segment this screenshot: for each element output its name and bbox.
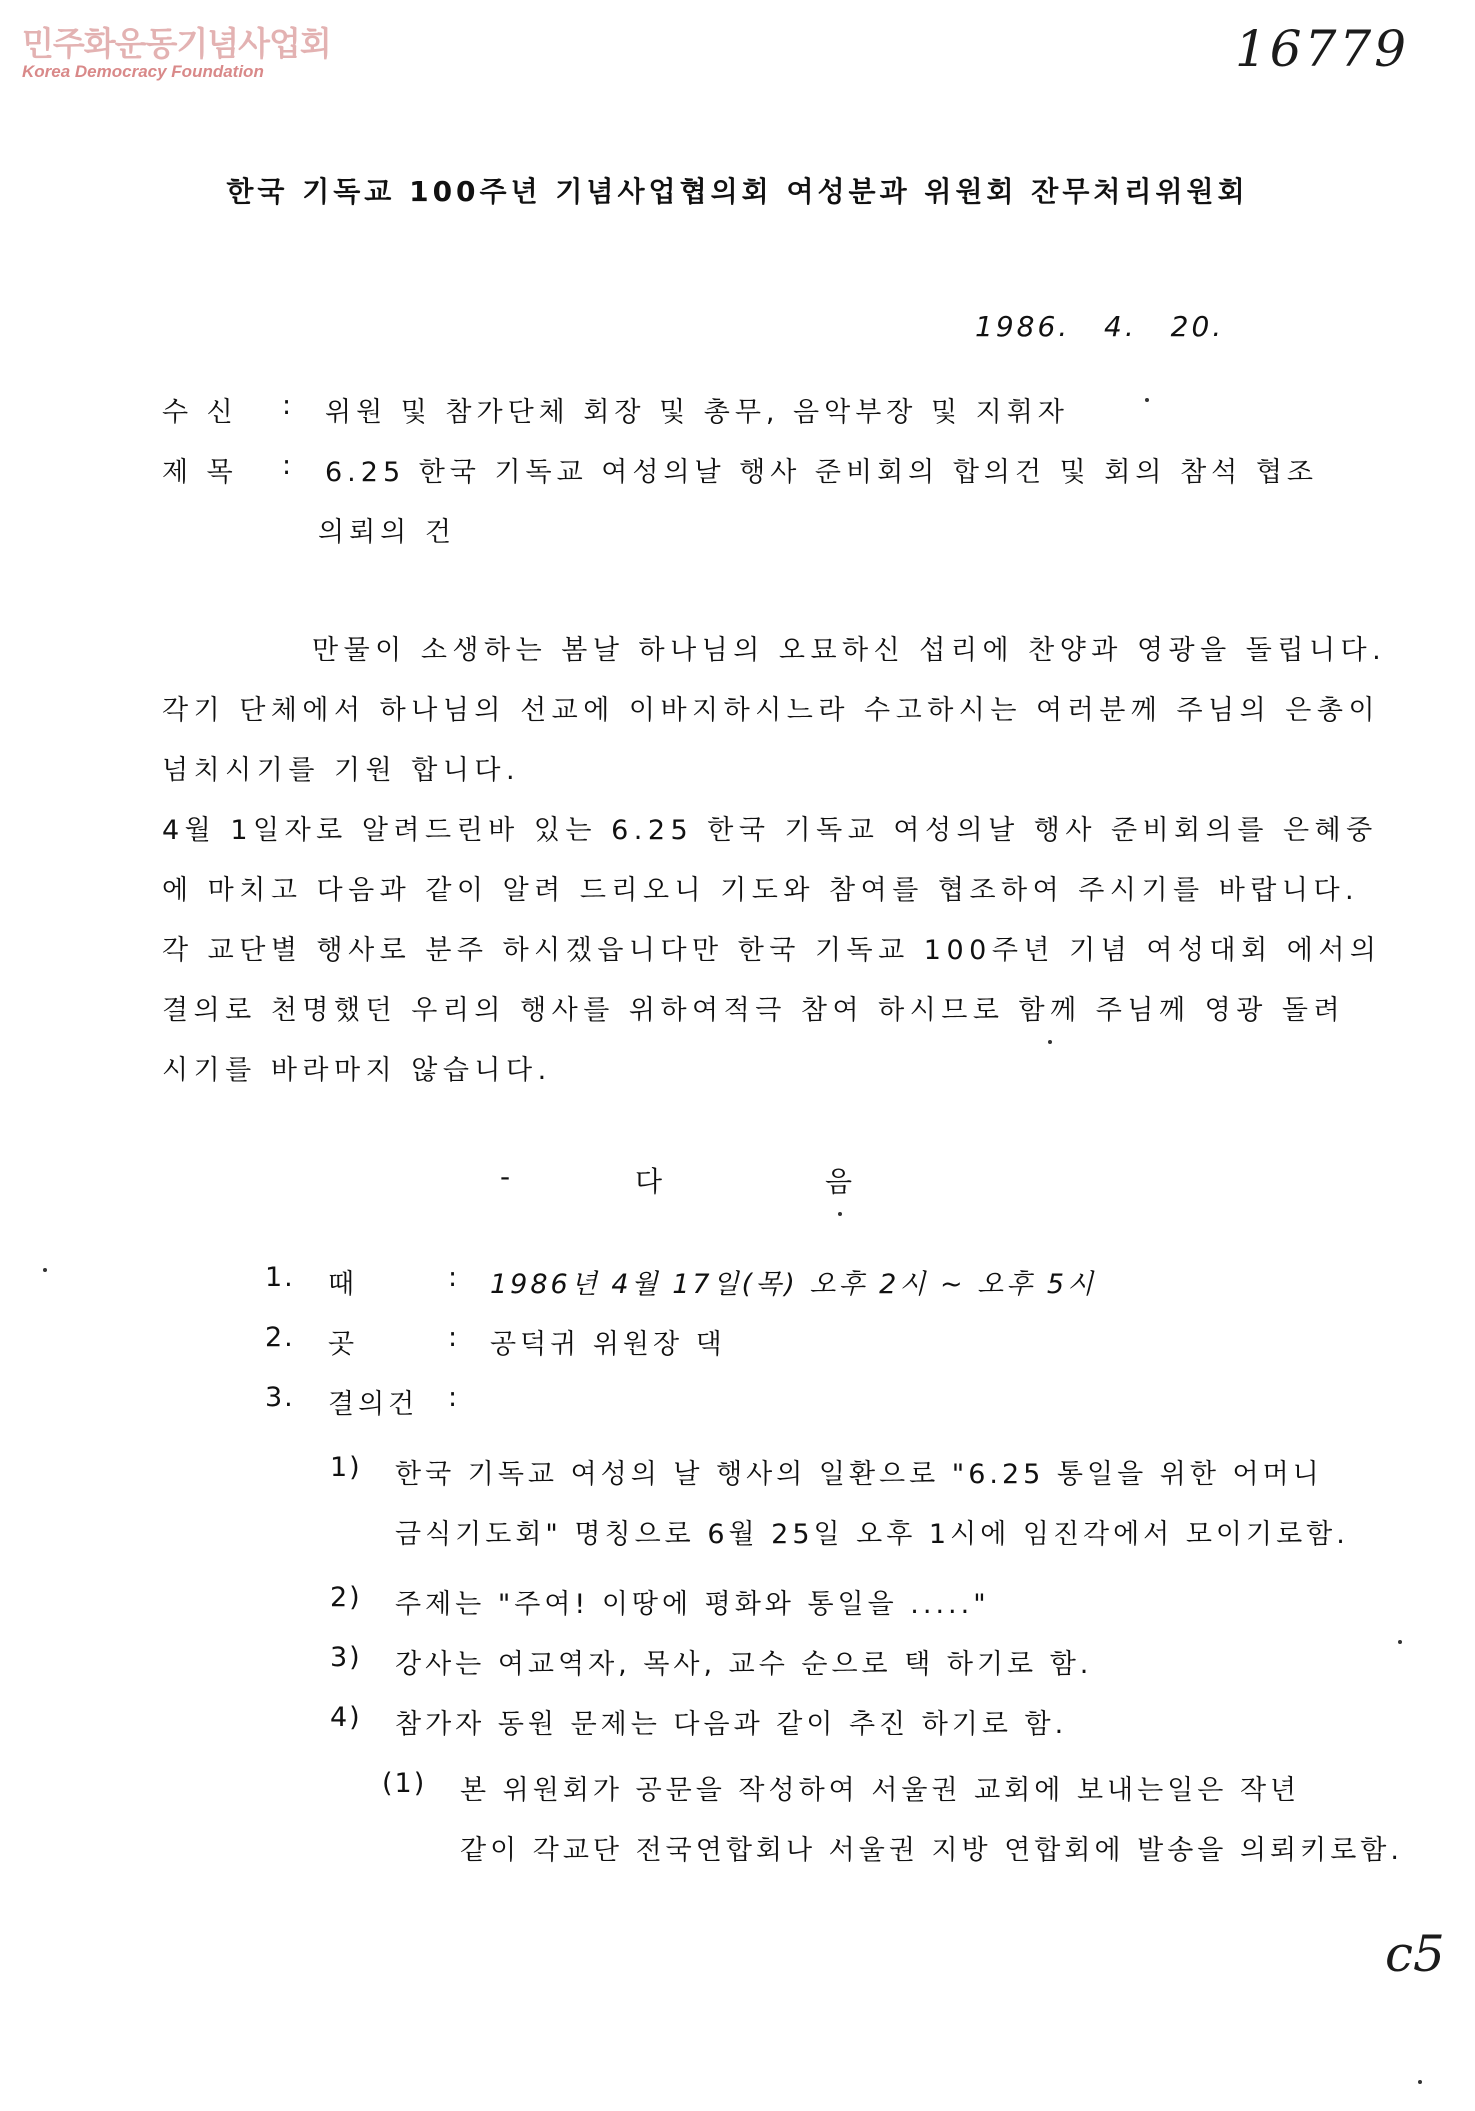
resolution-line: 주제는 "주여! 이땅에 평화와 통일을 ....." xyxy=(395,1589,990,1620)
scan-speck xyxy=(43,1268,47,1272)
next-title-dash: - xyxy=(500,1160,511,1193)
resolution-number: 1) xyxy=(330,1452,362,1483)
recipient-value: 위원 및 참가단체 회장 및 총무, 음악부장 및 지휘자 xyxy=(325,397,1069,428)
item-colon: : xyxy=(448,1322,462,1353)
item-number: 3. xyxy=(265,1382,295,1413)
body-line: 만물이 소생하는 봄날 하나님의 오묘하신 섭리에 찬양과 영광을 돌립니다. xyxy=(312,635,1387,666)
item-number: 1. xyxy=(265,1262,295,1293)
item-value: 공덕귀 위원장 댁 xyxy=(490,1329,726,1360)
item-value: 1986년 4월 17일(목) 오후 2시 ~ 오후 5시 xyxy=(490,1269,1097,1300)
scan-speck xyxy=(1048,1040,1052,1044)
recipient-colon: : xyxy=(282,390,297,421)
body-line: 에 마치고 다음과 같이 알려 드리오니 기도와 참여를 협조하여 주시기를 바랍니다. xyxy=(162,875,1360,906)
resolution-line: 금식기도회" 명칭으로 6월 25일 오후 1시에 임진각에서 모이기로함. xyxy=(395,1519,1349,1550)
resolution-line: 한국 기독교 여성의 날 행사의 일환으로 "6.25 통일을 위한 어머니 xyxy=(395,1459,1323,1490)
item-label: 곳 xyxy=(328,1329,359,1360)
resolution-line: 강사는 여교역자, 목사, 교수 순으로 택 하기로 함. xyxy=(395,1649,1093,1680)
resolution-number: 3) xyxy=(330,1642,362,1673)
scan-speck xyxy=(1398,1640,1402,1644)
next-title-char-2: 음 xyxy=(825,1165,853,1198)
organization-heading: 한국 기독교 100주년 기념사업협의회 여성분과 위원회 잔무처리위원회 xyxy=(226,175,1249,208)
item-colon: : xyxy=(448,1382,462,1413)
next-title-char-1: 다 xyxy=(635,1165,663,1198)
subject-line-1: 6.25 한국 기독교 여성의날 행사 준비회의 합의건 및 회의 참석 협조 xyxy=(325,457,1318,488)
subitem-number: (1) xyxy=(382,1768,427,1799)
resolution-line: 참가자 동원 문제는 다음과 같이 추진 하기로 함. xyxy=(395,1709,1068,1740)
document-date: 1986. 4. 20. xyxy=(975,310,1225,343)
watermark-english: Korea Democracy Foundation xyxy=(22,62,264,81)
body-line: 시기를 바라마지 않습니다. xyxy=(162,1055,552,1086)
item-colon: : xyxy=(448,1262,462,1293)
subject-line-2: 의뢰의 건 xyxy=(318,517,456,548)
body-line: 4월 1일자로 알려드린바 있는 6.25 한국 기독교 여성의날 행사 준비회의를 은혜중 xyxy=(162,815,1378,846)
item-number: 2. xyxy=(265,1322,295,1353)
resolution-number: 4) xyxy=(330,1702,362,1733)
body-line: 각기 단체에서 하나님의 선교에 이바지하시느라 수고하시는 여러분께 주님의 은총이 xyxy=(162,695,1381,726)
body-line: 넘치시기를 기원 합니다. xyxy=(162,755,521,786)
resolution-number: 2) xyxy=(330,1582,362,1613)
scan-speck xyxy=(1418,2080,1422,2084)
subject-colon: : xyxy=(282,450,297,481)
handwritten-page-code: c5 xyxy=(1385,1925,1445,1983)
handwritten-doc-number: 16779 xyxy=(1235,20,1410,78)
recipient-label: 수 신 xyxy=(162,397,238,428)
watermark-korean: 민주화운동기념사업회 xyxy=(22,24,331,63)
item-label: 결의건 xyxy=(328,1389,419,1420)
subject-label: 제 목 xyxy=(162,457,238,488)
scan-speck xyxy=(838,1212,842,1216)
body-line: 각 교단별 행사로 분주 하시겠읍니다만 한국 기독교 100주년 기념 여성대회 에서의 xyxy=(162,935,1382,966)
subitem-line: 같이 각교단 전국연합회나 서울권 지방 연합회에 발송을 의뢰키로함. xyxy=(460,1835,1403,1866)
body-line: 결의로 천명했던 우리의 행사를 위하여적극 참여 하시므로 함께 주님께 영광 돌려 xyxy=(162,995,1346,1026)
item-label: 때 xyxy=(328,1269,359,1300)
subitem-line: 본 위원회가 공문을 작성하여 서울권 교회에 보내는일은 작년 xyxy=(460,1775,1301,1806)
scan-speck xyxy=(1145,398,1149,402)
